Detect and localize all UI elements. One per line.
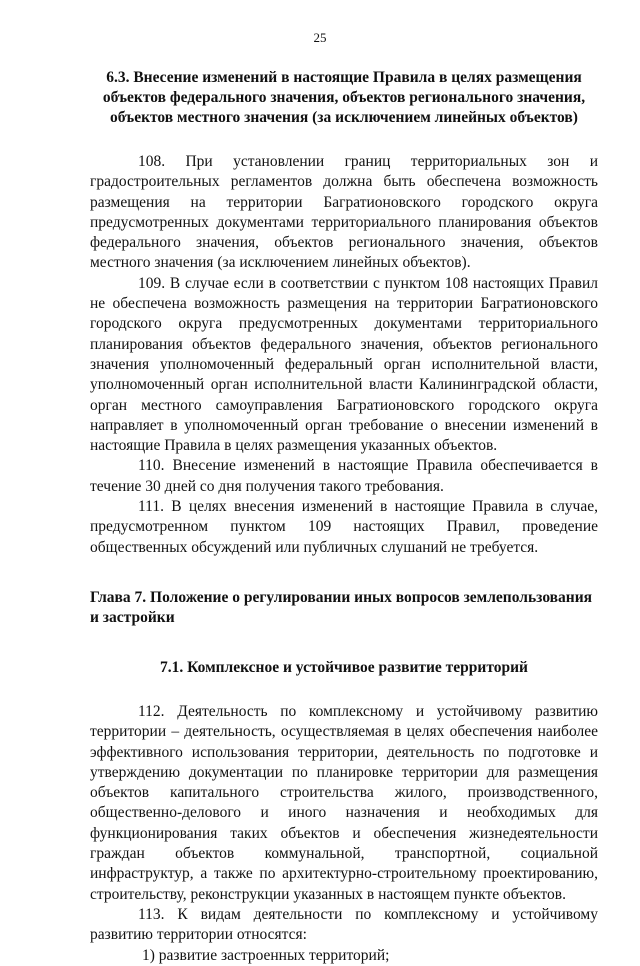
- section-6-3-title: 6.3. Внесение изменений в настоящие Правила в целях размещения объектов федерального значения, объектов регионального значения, объектов местного значения (за исключением линейных объектов): [102, 69, 586, 126]
- list-item-1: 1) развитие застроенных территорий;: [142, 946, 390, 964]
- paragraph-110: 110. Внесение изменений в настоящие Правила обеспечивается в течение 30 дней со дня получения такого требования.: [90, 457, 598, 495]
- paragraph-112: 112. Деятельность по комплексному и устойчивому развитию территории – деятельность, осуществляемая в целях обеспечения наиболее эффективного использования территории, деятельность по подготовке и утверждению документации по планировке территории для размещения объектов капитального строительства жилого, производственного, общественно-делового и иного назначения и необходимых для функционирования таких объектов и обеспечения жизнедеятельности граждан объектов коммунальной, транспортной, социальной инфраструктур, а также по архитектурно-строительному проектированию, строительству, реконструкции указанных в настоящем пункте объектов.: [90, 702, 598, 903]
- chapter-7-title: Глава 7. Положение о регулировании иных вопросов землепользования и застройки: [90, 588, 593, 626]
- paragraph-109: 109. В случае если в соответствии с пунктом 108 настоящих Правил не обеспечена возможность размещения на территории Багратионовского городского округа предусмотренных документами территориального планирования объектов федерального значения, объектов регионального значения уполномоченный федеральный орган исполнительной власти, уполномоченный орган исполнительной власти Калининградской области, орган местного самоуправления Багратионовского городского округа направляет в уполномоченный орган требование о внесении изменений в настоящие Правила в целях размещения указанных объектов.: [90, 274, 598, 455]
- paragraph-108: 108. При установлении границ территориальных зон и градостроительных регламентов должна быть обеспечена возможность размещения на территории Багратионовского городского округа предусмотренных документами территориального планирования объектов федерального значения, объектов регионального значения, объектов местного значения (за исключением линейных объектов).: [90, 153, 598, 272]
- paragraph-113: 113. К видам деятельности по комплексному и устойчивому развитию территории относятся:: [90, 905, 598, 944]
- paragraph-111: 111. В целях внесения изменений в настоящие Правила в случае, предусмотренном пунктом 109 настоящих Правил, проведение общественных обсуждений или публичных слушаний не требуется.: [90, 498, 598, 556]
- page-number: 25: [313, 30, 327, 45]
- section-7-1-title: 7.1. Комплексное и устойчивое развитие территорий: [160, 658, 528, 676]
